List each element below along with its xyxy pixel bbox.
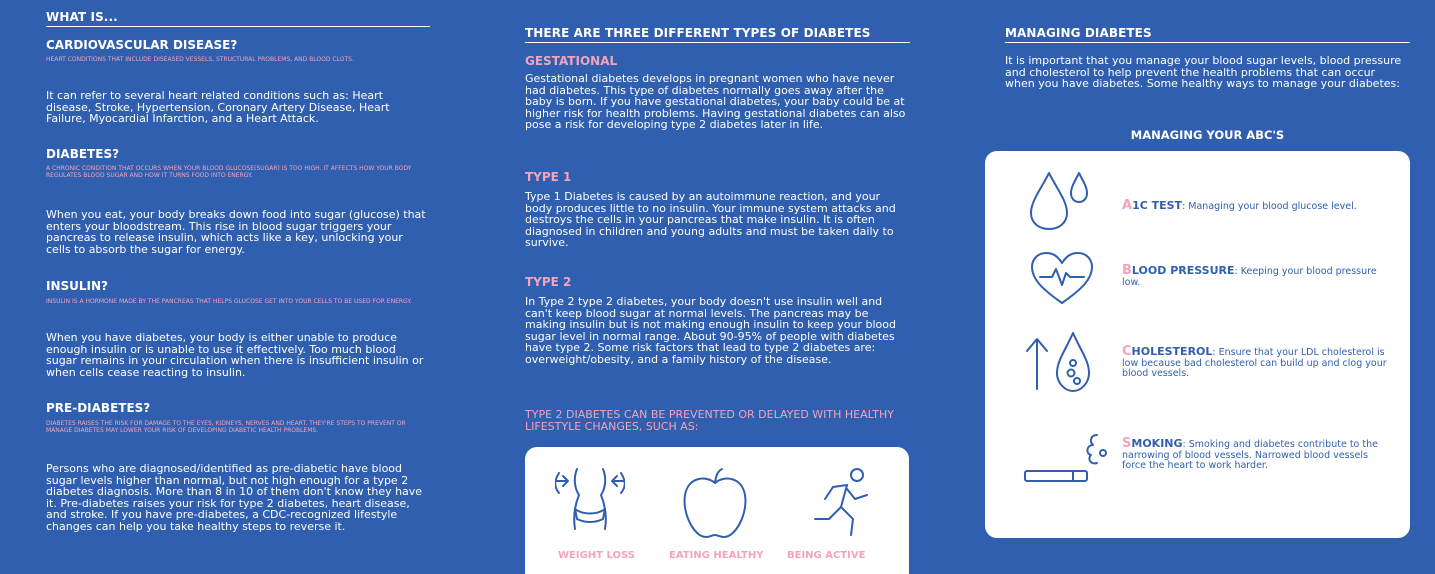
abc-row-smoking — [1122, 436, 1392, 472]
abc-desc-cholesterol: : Ensure that your LDL cholesterol is low because bad cholesterol can build up and clog your blood vessels. — [1122, 347, 1387, 379]
body-type2: In Type 2 type 2 diabetes, your body doesn't use insulin well and can't keep blood sugar at normal levels. The pancreas may be making insulin but is not making enough insulin to keep your blood sugar level in normal range. About 90-95% of people with diabetes have type 2. Some risk factors that lead to type 2 diabetes are: overweight/obesity, and a family history of the disease. — [525, 295, 896, 366]
cholesterol-icon — [1023, 327, 1103, 397]
cigarette-icon — [1023, 431, 1109, 491]
body-gestational: Gestational diabetes develops in pregnant women who have never had diabetes. This type of diabetes normally goes away after the baby is born. If you have gestational diabetes, your baby could be at higher risk for health problems. Having gestational diabetes can also pose a risk for developing type 2 diabetes later in life. — [525, 72, 906, 131]
heading-cardiovascular: CARDIOVASCULAR DISEASE? — [46, 38, 238, 52]
label-eating-healthy: EATING HEALTHY — [669, 550, 764, 561]
section-header-what-is: WHAT IS... — [46, 10, 430, 27]
heading-type1: TYPE 1 — [525, 170, 572, 184]
abc-desc-smoking: : Smoking and diabetes contribute to the narrowing of blood vessels. Narrowed blood vessels force the heart to work harder. — [1122, 439, 1378, 471]
abc-row-a1c — [1122, 198, 1392, 213]
abc-cap-b: B — [1122, 263, 1132, 278]
body-prediabetes: Persons who are diagnosed/identified as pre-diabetic have blood sugar levels higher than normal, but not high enough for a type 2 diabetes diagnosis. More than 8 in 10 of them don't know they have it. Pre-diabetes raises your risk for type 2 diabetes, heart disease, and stroke. If you have pre-diabetes, a CDC-recognized lifestyle changes can help you take healthy steps to reverse it. — [46, 462, 423, 533]
heading-type2: TYPE 2 — [525, 275, 572, 289]
heading-gestational: GESTATIONAL — [525, 54, 618, 68]
abc-desc-a1c: : Managing your blood glucose level. — [1182, 201, 1357, 212]
abc-title: MANAGING YOUR ABC'S — [1130, 128, 1285, 142]
prevent-note: TYPE 2 DIABETES CAN BE PREVENTED OR DELAYED WITH HEALTHY LIFESTYLE CHANGES, SUCH AS: — [525, 408, 894, 433]
abc-row-blood-pressure — [1122, 263, 1392, 288]
label-weight-loss: WEIGHT LOSS — [558, 550, 635, 561]
heartbeat-icon — [1030, 251, 1094, 307]
abc-desc-blood-pressure: : Keeping your blood pressure low. — [1122, 266, 1377, 288]
section-header-managing: MANAGING DIABETES — [1005, 26, 1410, 43]
blood-drops-icon — [1025, 169, 1095, 233]
lifestyle-card — [525, 447, 909, 574]
abc-cap-s: S — [1122, 436, 1132, 451]
weight-loss-icon — [555, 465, 625, 545]
abc-card — [985, 151, 1410, 538]
body-insulin: When you have diabetes, your body is either unable to produce enough insulin or is unable to use it effectively. Too much blood sugar remains in your circulation when there is insufficient insulin or when cells cease reacting to insulin. — [46, 331, 424, 379]
body-type1: Type 1 Diabetes is caused by an autoimmune reaction, and your body produces little to no insulin. Your immune system attacks and destroys the cells in your pancreas that make insulin. It is often diagnosed in children and young adults and must be taken daily to survive. — [525, 190, 896, 249]
section-header-types: THERE ARE THREE DIFFERENT TYPES OF DIABETES — [525, 26, 910, 43]
abc-row-cholesterol — [1122, 344, 1392, 380]
definition-prediabetes: DIABETES RAISES THE RISK FOR DAMAGE TO THE EYES, KIDNEYS, NERVES AND HEART. THEY'RE STEPS TO PREVENT OR MANAGE DIABETES MAY LOWER YOUR RISK OF DEVELOPING DIABETIC HEALTH PROBLEMS. — [46, 420, 406, 434]
body-cardiovascular: It can refer to several heart related conditions such as: Heart disease, Stroke, Hypertension, Coronary Artery Disease, Heart Failure, Myocardial Infarction, and a Heart Attack. — [46, 89, 390, 125]
abc-key-cholesterol: HOLESTEROL — [1131, 345, 1213, 358]
abc-key-smoking: MOKING — [1131, 437, 1183, 450]
abc-cap-a: A — [1122, 198, 1133, 213]
heading-insulin: INSULIN? — [46, 279, 109, 293]
definition-diabetes: A CHRONIC CONDITION THAT OCCURS WHEN YOUR BLOOD GLUCOSE(SUGAR) IS TOO HIGH. IT AFFECTS HOW YOUR BODY REGULATES BLOOD SUGAR AND HOW IT TURNS FOOD INTO ENERGY. — [46, 165, 412, 179]
runner-icon — [807, 465, 877, 545]
heading-prediabetes: PRE-DIABETES? — [46, 401, 151, 415]
definition-cardiovascular: HEART CONDITIONS THAT INCLUDE DISEASED VESSELS, STRUCTURAL PROBLEMS, AND BLOOD CLOTS. — [46, 56, 354, 63]
definition-insulin: INSULIN IS A HORMONE MADE BY THE PANCREAS THAT HELPS GLUCOSE GET INTO YOUR CELLS TO BE USED FOR ENERGY. — [46, 298, 412, 305]
apple-icon — [680, 467, 750, 543]
label-being-active: BEING ACTIVE — [787, 550, 866, 561]
abc-key-blood-pressure: LOOD PRESSURE — [1131, 264, 1235, 277]
body-diabetes: When you eat, your body breaks down food into sugar (glucose) that enters your bloodstream. This rise in blood sugar triggers your pancreas to release insulin, which acts like a key, unlocking your cells to absorb the sugar for energy. — [46, 208, 426, 256]
heading-diabetes: DIABETES? — [46, 147, 120, 161]
managing-intro: It is important that you manage your blood sugar levels, blood pressure and cholesterol to help prevent the health problems that can occur when you have diabetes. Some healthy ways to manage your diabetes: — [1005, 54, 1402, 90]
abc-cap-c: C — [1122, 344, 1132, 359]
abc-key-a1c: 1C TEST — [1132, 199, 1183, 212]
